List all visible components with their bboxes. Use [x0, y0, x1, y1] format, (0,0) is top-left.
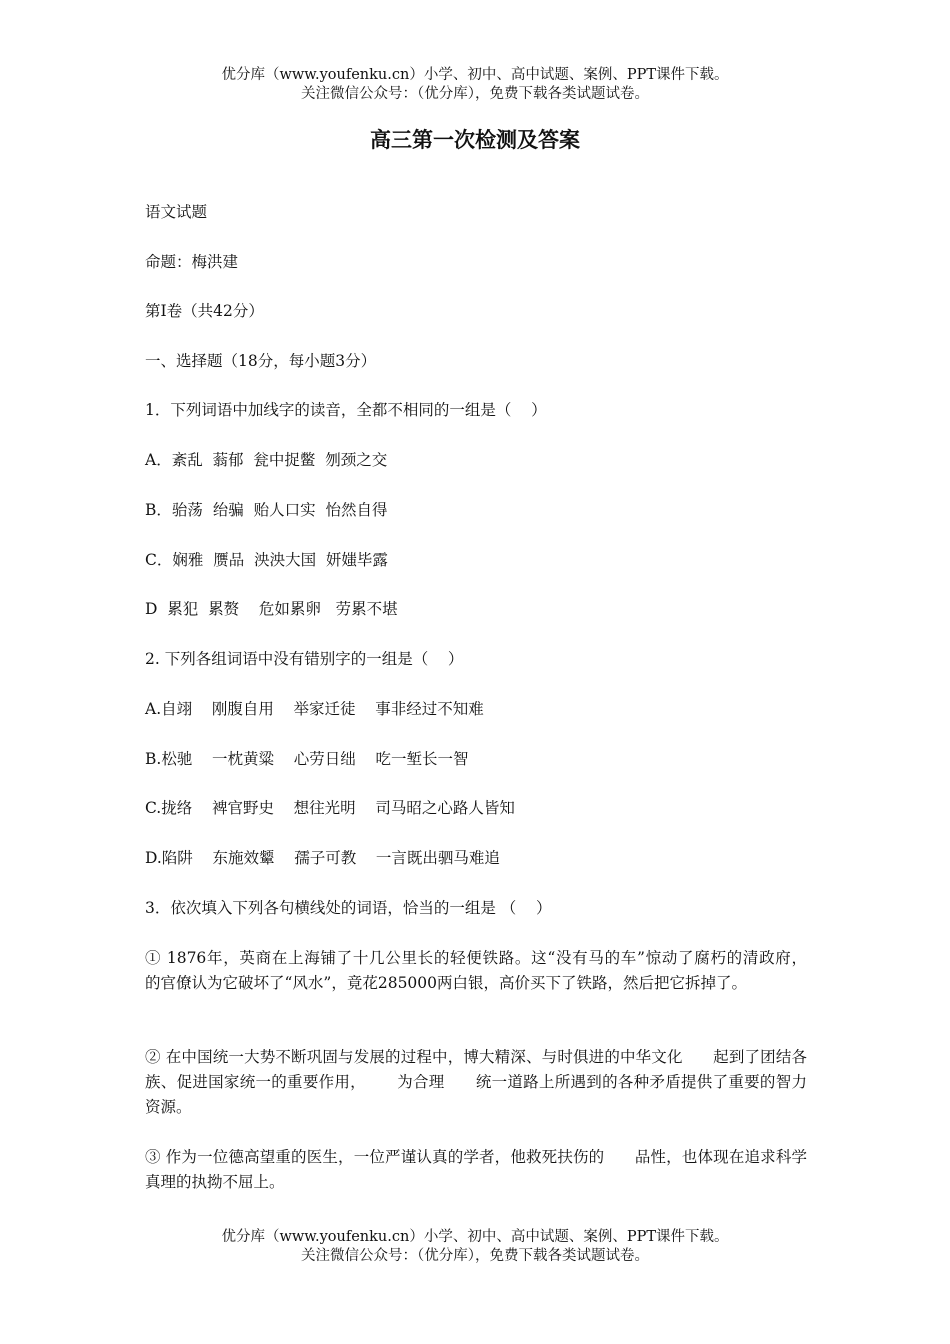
question-3-sentence-3: ③ 作为一位德高望重的医生，一位严谨认真的学者，他救死扶伤的 品性，也体现在追求科学真理的执拗不屈上。 [145, 1148, 807, 1191]
section-heading: 一、选择题（18分，每小题3分） [145, 352, 377, 370]
question-3-sentence-2: ② 在中国统一大势不断巩固与发展的过程中，博大精深、与时俱进的中华文化 起到了团结各族、促进国家统一的重要作用， 为合理 统一道路上所遇到的各种矛盾提供了重要的智力资源。 [145, 1048, 807, 1116]
page-footer [0, 1228, 950, 1266]
subject-line: 语文试题 [145, 203, 208, 221]
question-2-option-c: C.拢络 裨官野史 想往光明 司马昭之心路人皆知 [145, 799, 515, 817]
footer-line-2: 关注微信公众号：（优分库），免费下载各类试题试卷。 [301, 1248, 649, 1264]
question-2-option-a: A.自翊 刚腹自用 举家迁徒 事非经过不知难 [145, 700, 484, 718]
footer-line-1: 优分库（www.youfenku.cn）小学、初中、高中试题、案例、PPT课件下载。 [221, 1229, 729, 1245]
question-2-stem: 2. 下列各组词语中没有错别字的一组是（ ） [145, 650, 464, 668]
page-header [0, 66, 950, 104]
volume-line: 第Ⅰ卷（共42分） [145, 302, 264, 320]
header-line-1: 优分库（www.youfenku.cn）小学、初中、高中试题、案例、PPT课件下载。 [221, 67, 729, 83]
page-title: 高三第一次检测及答案 [370, 128, 580, 152]
question-1-stem: 1．下列词语中加线字的读音，全都不相同的一组是（ ） [145, 401, 547, 419]
question-3-sentence-1: ① 1876年，英商在上海铺了十几公里长的轻便铁路。这“没有马的车”惊动了腐朽的清政府， 的官僚认为它破坏了“风水”，竟花285000两白银，高价买下了铁路，然后把它拆掉了。 [145, 949, 837, 992]
question-2-option-d: D.陷阱 东施效颦 孺子可教 一言既出驷马难追 [145, 849, 500, 867]
author-line: 命题：梅洪建 [145, 253, 239, 271]
question-3-stem: 3．依次填入下列各句横线处的词语，恰当的一组是 （ ） [145, 899, 552, 917]
question-1-option-b: B．骀荡 绐骗 贻人口实 怡然自得 [145, 501, 388, 519]
question-2-option-b: B.松驰 一枕黄粱 心劳日绌 吃一堑长一智 [145, 750, 469, 768]
question-1-option-d: D 累犯 累赘 危如累卵 劳累不堪 [145, 600, 398, 618]
question-1-option-a: A．紊乱 蓊郁 瓮中捉鳖 刎颈之交 [145, 451, 388, 469]
question-1-option-c: C．娴雅 赝品 泱泱大国 妍媸毕露 [145, 551, 388, 569]
header-line-2: 关注微信公众号：（优分库），免费下载各类试题试卷。 [301, 86, 649, 102]
